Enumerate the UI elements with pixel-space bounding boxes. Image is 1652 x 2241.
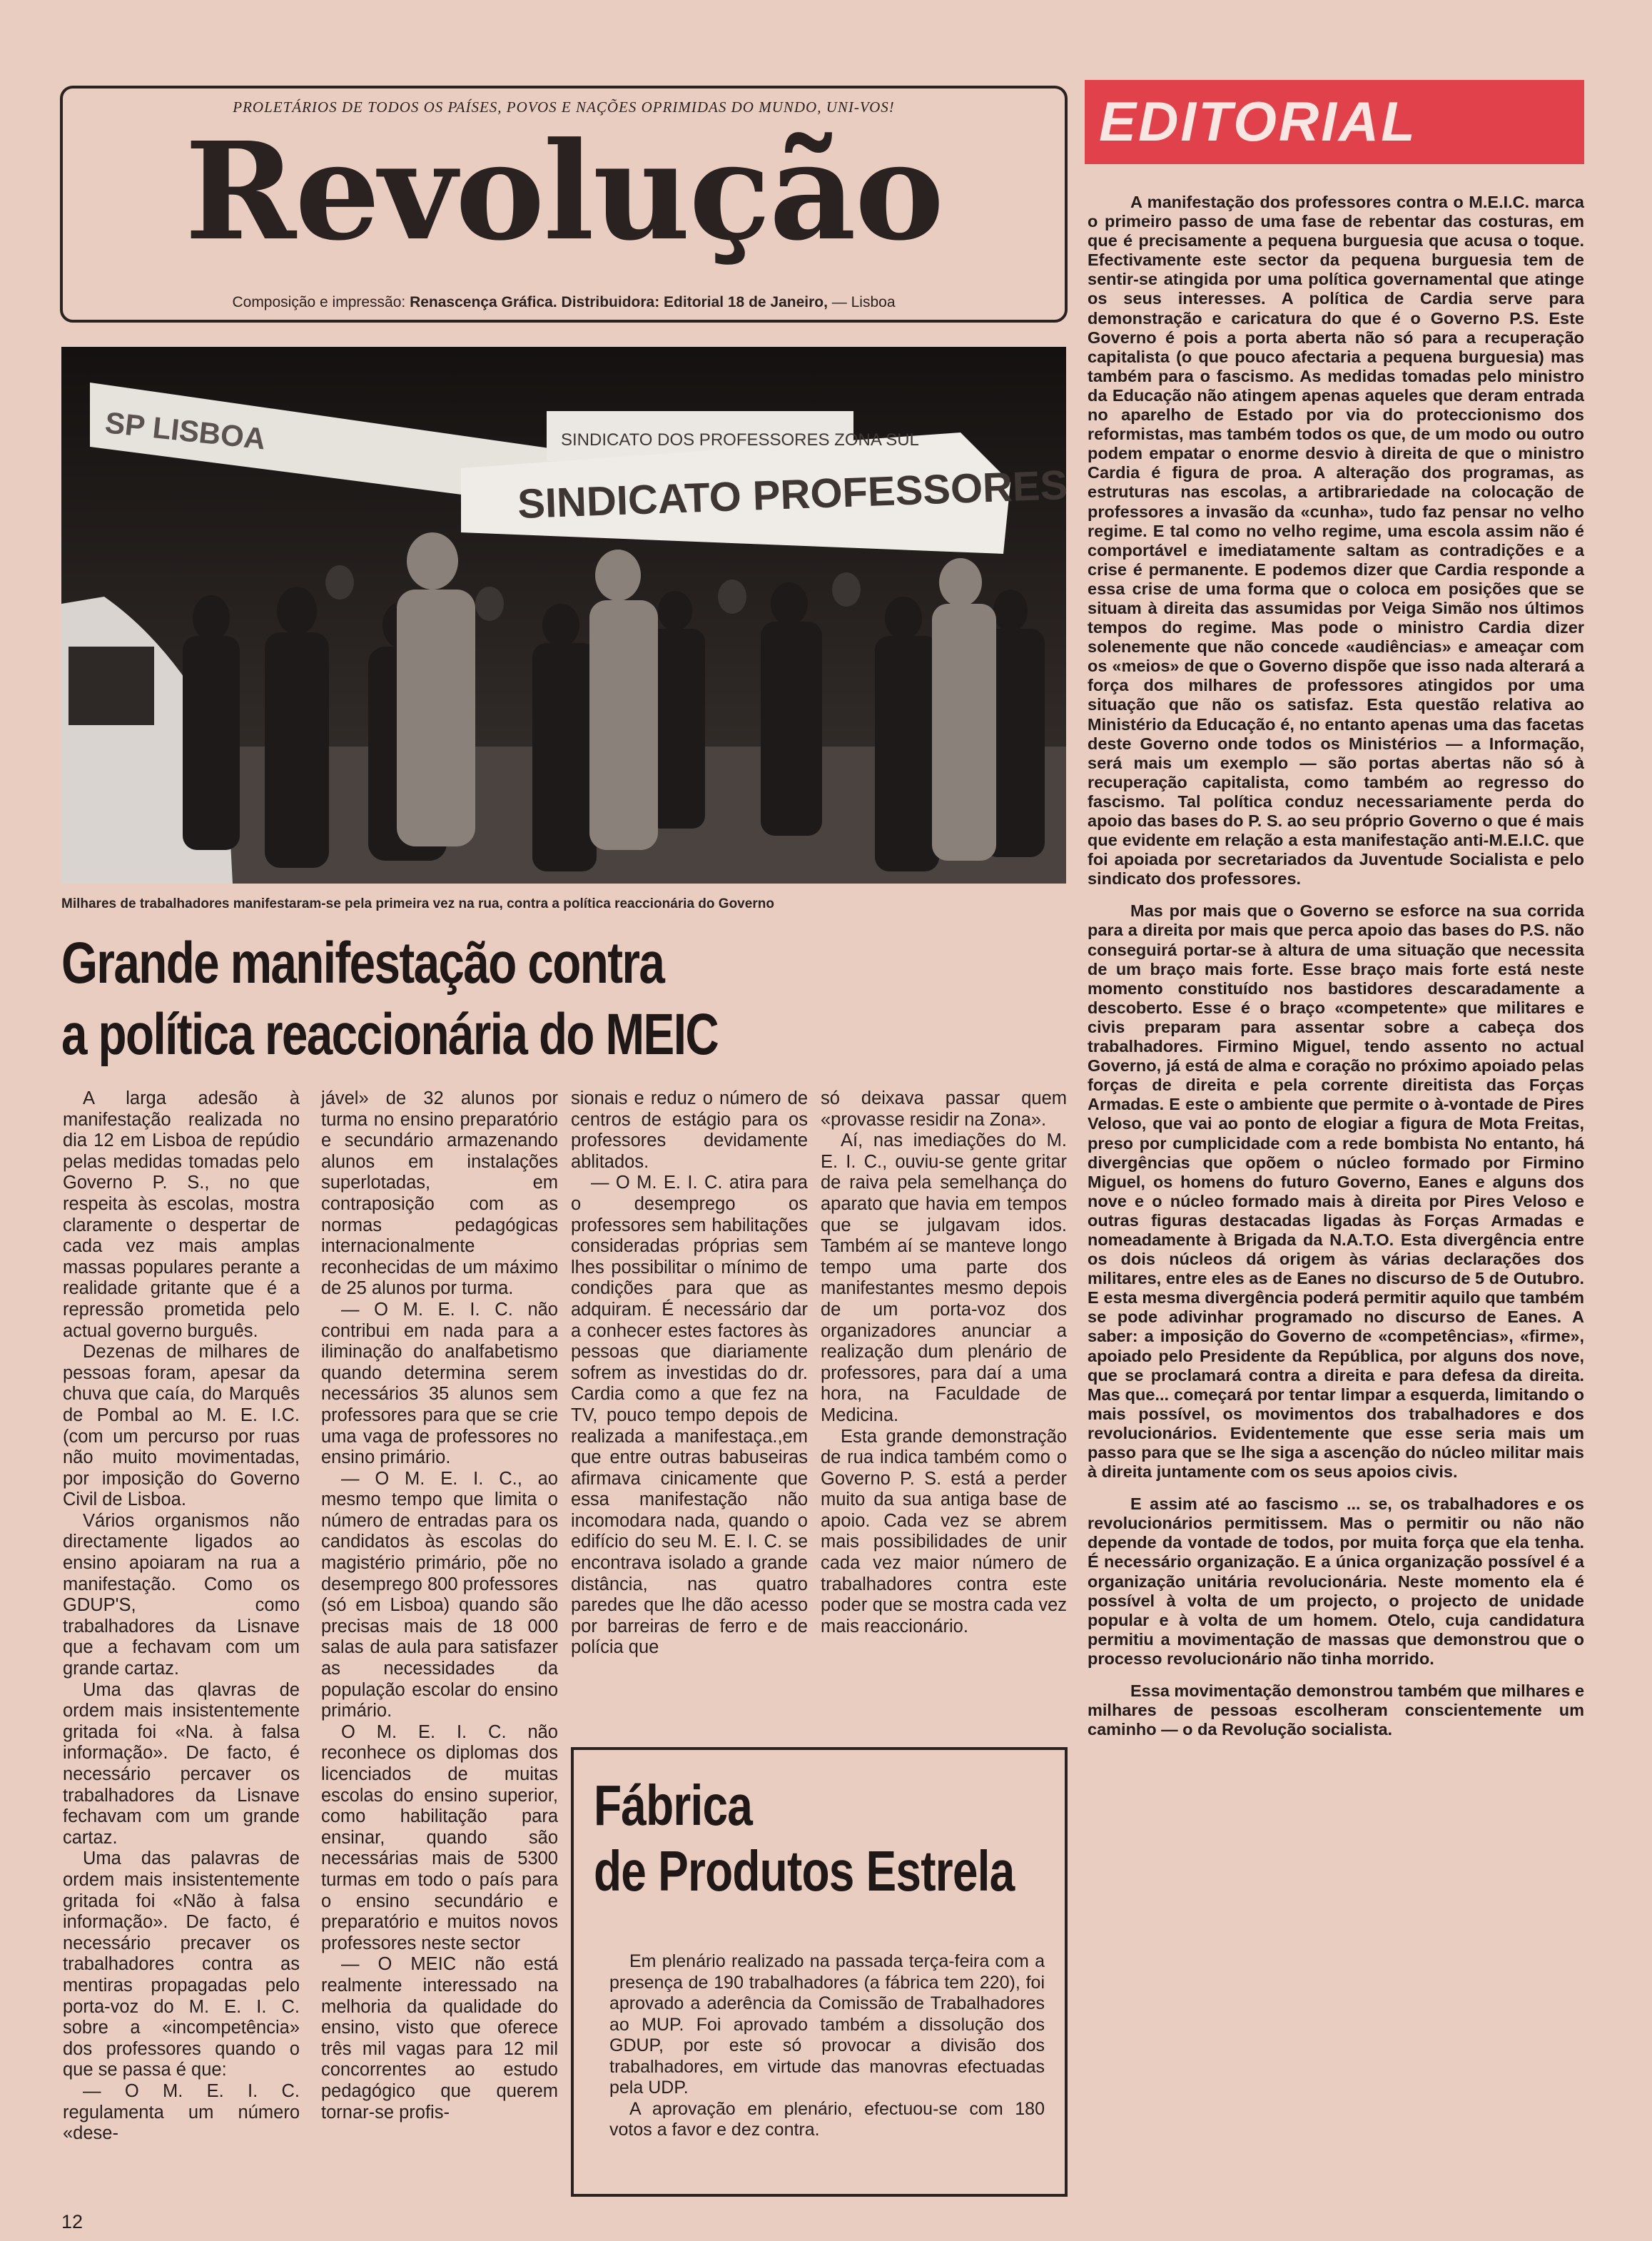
- banner-top-text: SINDICATO DOS PROFESSORES ZONA SUL: [561, 430, 919, 450]
- imprint-prefix: Composição e impressão:: [232, 294, 410, 310]
- article-headline: [61, 928, 872, 1071]
- headline-line-1: Grande manifestação contra: [61, 931, 664, 996]
- article-paragraph: jável» de 32 alunos por turma no ensino preparatório e secundário armazenando alunos em instalações superlotadas, em contraposição com as normas pedagógicas internacionalmente reconhecidas de um máximo de 25 alunos por turma.: [321, 1088, 558, 1299]
- boxed-title-line-2: de Produtos Estrela: [594, 1839, 1015, 1903]
- article-paragraph: Uma das palavras de ordem mais insistentemente gritada foi «Não à falsa informação». De facto, é necessário precaver os trabalhadores contra as mentiras propagadas pelo porta-voz do M. E. I. C. sobre a «incompetência» dos professores quando o que se passa é que:: [63, 1848, 300, 2080]
- banner-left-text: SP LISBOA: [103, 405, 268, 456]
- boxed-article-title: [594, 1773, 1108, 1904]
- boxed-paragraph: A aprovação em plenário, efectuou-se com 180 votos a favor e dez contra.: [609, 2098, 1045, 2140]
- masthead-slogan: PROLETÁRIOS DE TODOS OS PAÍSES, POVOS E NAÇÕES OPRIMIDAS DO MUNDO, UNI-VOS!: [233, 98, 895, 116]
- article-paragraph: O M. E. I. C. não reconhece os diplomas dos licenciados de muitas escolas do ensino superior, como habilitação para ensinar, quando são necessárias mais de 5300 turmas em todo o país para o ensino secundário e preparatório e muitos novos professores neste sector: [321, 1721, 558, 1953]
- editorial-label: EDITORIAL: [1099, 90, 1417, 153]
- article-paragraph: — O M. E. I. C., ao mesmo tempo que limita o número de entradas para os candidatos às escolas do magistério primário, põe no desemprego 800 professores (só em Lisboa) quando são precisas mais de 18 000 salas de aula para satisfazer as necessidades da população escolar do ensino primário.: [321, 1468, 558, 1721]
- boxed-article-body: [609, 1951, 1045, 2187]
- article-paragraph: — O M. E. I. C. regulamenta um número «dese-: [63, 2080, 300, 2144]
- banner-main-text: SINDICATO PROFESSORES: [517, 462, 1069, 527]
- article-column-3: [571, 1088, 808, 1727]
- boxed-article: [571, 1747, 1068, 2197]
- article-paragraph: — O M. E. I. C. atira para o desemprego os professores sem habilitações consideradas próprias sem lhes possibilitar o mínimo de condições para que as adquiram. É necessário dar a conhecer estes factores às pessoas que diariamente sofrem as investidas do dr. Cardia como a que fez na TV, pouco tempo depois de realizada a manifestaça.,em que entre outras babuseiras afirmava cinicamente que essa manifestação não incomodara nada, quando o edifício do seu M. E. I. C. se encontrava isolado a grande distância, nas quatro paredes que lhe dão acesso por barreiras de ferro e de polícia que: [571, 1173, 808, 1658]
- article-column-4: [821, 1088, 1067, 1731]
- article-column-2: [321, 1088, 558, 2123]
- article-paragraph: só deixava passar quem «provasse residir na Zona».: [821, 1088, 1067, 1130]
- demonstration-photo: [61, 347, 1069, 884]
- demonstration-photo-illustration: [61, 347, 1069, 884]
- photo-caption: Milhares de trabalhadores manifestaram-se pela primeira vez na rua, contra a política reaccionária do Governo: [61, 896, 774, 911]
- editorial-paragraph: Essa movimentação demonstrou também que milhares e milhares de pessoas escolheram conscientemente um caminho — o da Revolução socialista.: [1088, 1681, 1585, 1739]
- imprint-bold: Renascença Gráfica. Distribuidora: Editorial 18 de Janeiro,: [410, 294, 828, 310]
- editorial-paragraph: Mas por mais que o Governo se esforce na sua corrida para a direita por mais que perca apoio das bases do P.S. não conseguirá portar-se à altura de uma situação que necessita de um braço mais forte. Esse braço mais forte está neste momento constituído nos bastidores descaradamente a descoberto. Esse é o braço «competente» que militares e civis preparam para assentar sobre a cabeça dos trabalhadores. Firmino Miguel, tendo assento no actual Governo, já está de alma e coração no próximo apoiado pelas forças de direita e pela corrente direitista das Forças Armadas. E este o ambiente que permite o à-vontade de Pires Veloso, que vai ao ponto de elogiar a figura de Mota Freitas, preso por cumplicidade com a rede bombista No entanto, há divergências que opõem o núcleo formado por Firmino Miguel, os homens do futuro Governo, Eanes e alguns dos nove e o núcleo formado mais à direita por Pires Veloso e outras figuras destacadas ligadas às Forças Armadas e nomeadamente à Brigada da N.A.T.O. Esta divergência entre os dois núcleos dá origem às várias declarações dos militares, entre eles as de Eanes no discurso de 5 de Outubro. E esta mesma divergência poderá permitir aquilo que também se pode adivinhar programado no discurso de Eanes. A saber: a imposição do Governo de «competências», «firme», apoiado pelo Presidente da República, por alguns dos nove, que se proclamará contra a direita e para defesa da direita. Mas que... começará por tentar limpar a esquerda, limitando o mais possível, os movimentos dos trabalhadores e dos revolucionários. Evidentemente que esse seria mais um passo para que se lhe siga a ascenção do núcleo militar mais à direita juntamente com os seus apoios civis.: [1088, 901, 1584, 1482]
- editorial-paragraph: A manifestação dos professores contra o M.E.I.C. marca o primeiro passo de uma fase de rebentar das costuras, em que é precisamente a pequena burguesia que acusa o toque. Efectivamente este sector da pequena burguesia tem de sentir-se atingida por uma política governamental que atinge os seus interesses. A política de Cardia serve para demonstração e caricatura do que é o Governo P.S. Este Governo é pois a porta aberta não só para a recuperação capitalista (o que pouco afectaria a pequena burguesia) mas também para o fascismo. As medidas tomadas pelo ministro da Educação não atingem apenas aqueles que deram entrada no aparelho de Estado por via do proteccionismo dos reformistas, mas também todos os que, de um modo ou outro podem empatar o enorme desvio à direita de que o ministro Cardia é figura de proa. A alteração dos programas, as estruturas nas escolas, a artibrariedade na colocação de professores a invasão da «cunha», tudo faz pensar no velho regime. E tal como no velho regime, uma escola assim não é comportável e imediatamente saltam as contradições e a crise é permanente. E podemos dizer que Cardia responde a essa crise de uma forma que o coloca em posições que se situam à direita das assumidas por Veiga Simão nos últimos tempos do regime. Mas pode o ministro Cardia dizer solenemente que não concede «audiências» e ameaçar com os «meios» de que o Governo dispõe que isso nada alterará a força dos milhares de professores atingidos por uma situação que não os satisfaz. Esta questão relativa ao Ministério da Educação é, no entanto apenas uma das facetas deste Governo onde todos os Ministérios — a Informação, será mais um exemplo — são portas abertas não só à recuperação capitalista, como também ao regresso do fascismo. Tal política conduz necessariamente perda do apoio das bases do P. S. ao seu próprio Governo o que é mais que evidente em relação a esta manifestação anti-M.E.I.C. que foi apoiada por secretariados da Juventude Socialista e pelo sindicato dos professores.: [1088, 193, 1584, 889]
- article-paragraph: Aí, nas imediações do M. E. I. C., ouviu-se gente gritar de raiva pela semelhança do aparato que havia em tempos que se julgavam idos. Também aí se manteve longo tempo uma parte dos manifestantes mesmo depois de um porta-voz dos organizadores anunciar a realização dum plenário de professores, para daí a uma hora, na Faculdade de Medicina.: [821, 1130, 1067, 1425]
- imprint-suffix: — Lisboa: [827, 294, 896, 310]
- article-paragraph: — O MEIC não está realmente interessado na melhoria da qualidade do ensino, visto que oferece três mil vagas para 12 mil concorrentes ao estudo pedagógico que querem tornar-se profis-: [321, 1954, 558, 2123]
- headline-line-2: a política reaccionária do MEIC: [61, 1002, 719, 1067]
- boxed-paragraph: Em plenário realizado na passada terça-feira com a presença de 190 trabalhadores (a fábrica tem 220), foi aprovado a aderência da Comissão de Trabalhadores ao MUP. Foi aprovado também a dissolução dos GDUP, por este só provocar a divisão dos trabalhadores, em virtude das manovras efectuadas pela UDP.: [609, 1951, 1045, 2098]
- boxed-title-line-1: Fábrica: [594, 1774, 753, 1837]
- article-paragraph: Vários organismos não directamente ligados ao ensino apoiaram na rua a manifestação. Como os GDUP'S, como trabalhadores da Lisnave que a fechavam com um grande cartaz.: [63, 1510, 300, 1679]
- masthead: [60, 86, 1068, 323]
- article-paragraph: Esta grande demonstração de rua indica também como o Governo P. S. está a perder muito da sua antiga base de apoio. Cada vez se abrem mais possibilidades de unir cada vez maior número de trabalhadores contra este poder que se mostra cada vez mais reaccionário.: [821, 1426, 1067, 1637]
- editorial-body: [1088, 193, 1584, 2212]
- article-column-1: [63, 1088, 300, 2220]
- imprint-line: [63, 294, 1065, 311]
- article-paragraph: — O M. E. I. C. não contribui em nada para a iliminação do analfabetismo quando determina serem necessários 35 alunos sem professores para que se crie uma vaga de professores no ensino primário.: [321, 1299, 558, 1468]
- article-paragraph: sionais e reduz o número de centros de estágio para os professores devidamente ablitados.: [571, 1088, 808, 1172]
- editorial-paragraph: E assim até ao fascismo ... se, os trabalhadores e os revolucionários permitissem. Mas o permitir ou não não depende da vontade de todos, por muita força que ela tenha. É necessário organização. E a única organização possível é a organização unitária revolucionária. Neste momento ela é possível à volta de um projecto, o projecto de unidade popular e à volta de um homem. Otelo, cuja candidatura permitiu a movimentação de massas que demonstrou que o processo revolucionário não tinha morrido.: [1088, 1494, 1584, 1668]
- article-paragraph: A larga adesão à manifestação realizada no dia 12 em Lisboa de repúdio pelas medidas tomadas pelo Governo P. S., no que respeita às escolas, mostra claramente o despertar de cada vez mais amplas massas populares perante a realidade gritante que é a repressão prometida pelo actual governo burguês.: [63, 1088, 300, 1341]
- newspaper-title: Revolução: [184, 113, 943, 270]
- article-paragraph: Dezenas de milhares de pessoas foram, apesar da chuva que caía, do Marquês de Pombal ao M. E. I.C. (com um percurso por ruas não muito movimentadas, por imposição do Governo Civil de Lisboa.: [63, 1342, 300, 1510]
- article-paragraph: Uma das qlavras de ordem mais insistentemente gritada foi «Na. à falsa informação». De facto, é necessário percaver os trabalhadores da Lisnave fechavam com um grande cartaz.: [63, 1679, 300, 1848]
- page-number: 12: [61, 2211, 83, 2232]
